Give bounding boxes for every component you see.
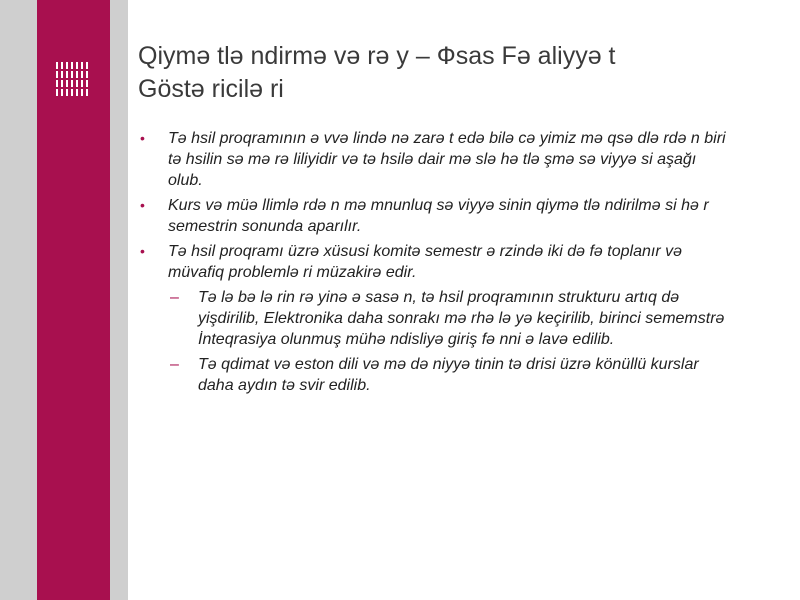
bullet-item xyxy=(140,195,730,237)
sub-bullet-text: Tə lə bə lə rin rə yinə ə sasə n, tə hsil proqramının strukturu artıq də yişdirilib, Elektronika daha sonrakı mə rhə lə yə keçirilib, birinci sememstrə İnteqrasiya olunmuş mühə ndisliyə giriş fə nni ə lavə edilib. xyxy=(198,289,725,348)
sub-bullet-item xyxy=(170,354,730,396)
slide-title xyxy=(138,40,778,106)
bullet-text: Tə hsil proqramı üzrə xüsusi komitə semestr ə rzində iki də fə toplanır və müvafiq problemlə ri müzakirə edir. xyxy=(168,243,682,281)
sub-bullet-text: Tə qdimat və eston dili və mə də niyyə tinin tə drisi üzrə könüllü kurslar daha aydın tə svir edilib. xyxy=(198,356,699,394)
slide-body xyxy=(140,128,730,400)
bullet-item xyxy=(140,128,730,191)
bullet-marker: • xyxy=(140,197,145,213)
sub-bullet-item xyxy=(170,287,730,350)
bullet-text: Tə hsil proqramının ə vvə lində nə zarə t edə bilə cə yimiz mə qsə dlə rdə n biri tə hsilin sə mə rə liliyidir və tə hsilə dair mə slə hə tlə şmə sə viyyə si aşağı olub. xyxy=(168,130,726,189)
bullet-marker: • xyxy=(140,243,145,259)
slide-title-line-1: Qiymə tlə ndirmə və rə y – Фsas Fə aliyyə t xyxy=(138,42,616,70)
slide-title-line-2: Göstə ricilə ri xyxy=(138,75,284,103)
inner-gray-band xyxy=(110,0,128,600)
grid-logo-icon xyxy=(54,60,90,98)
left-gray-band xyxy=(0,0,37,600)
bullet-text: Kurs və müə llimlə rdə n mə mnunluq sə viyyə sinin qiymə tlə ndirilmə si hə r semestrin sonunda aparılır. xyxy=(168,197,709,235)
bullet-marker: • xyxy=(140,130,145,146)
bullet-item xyxy=(140,241,730,283)
sub-bullet-marker: – xyxy=(170,289,179,306)
sub-bullet-marker: – xyxy=(170,356,179,373)
